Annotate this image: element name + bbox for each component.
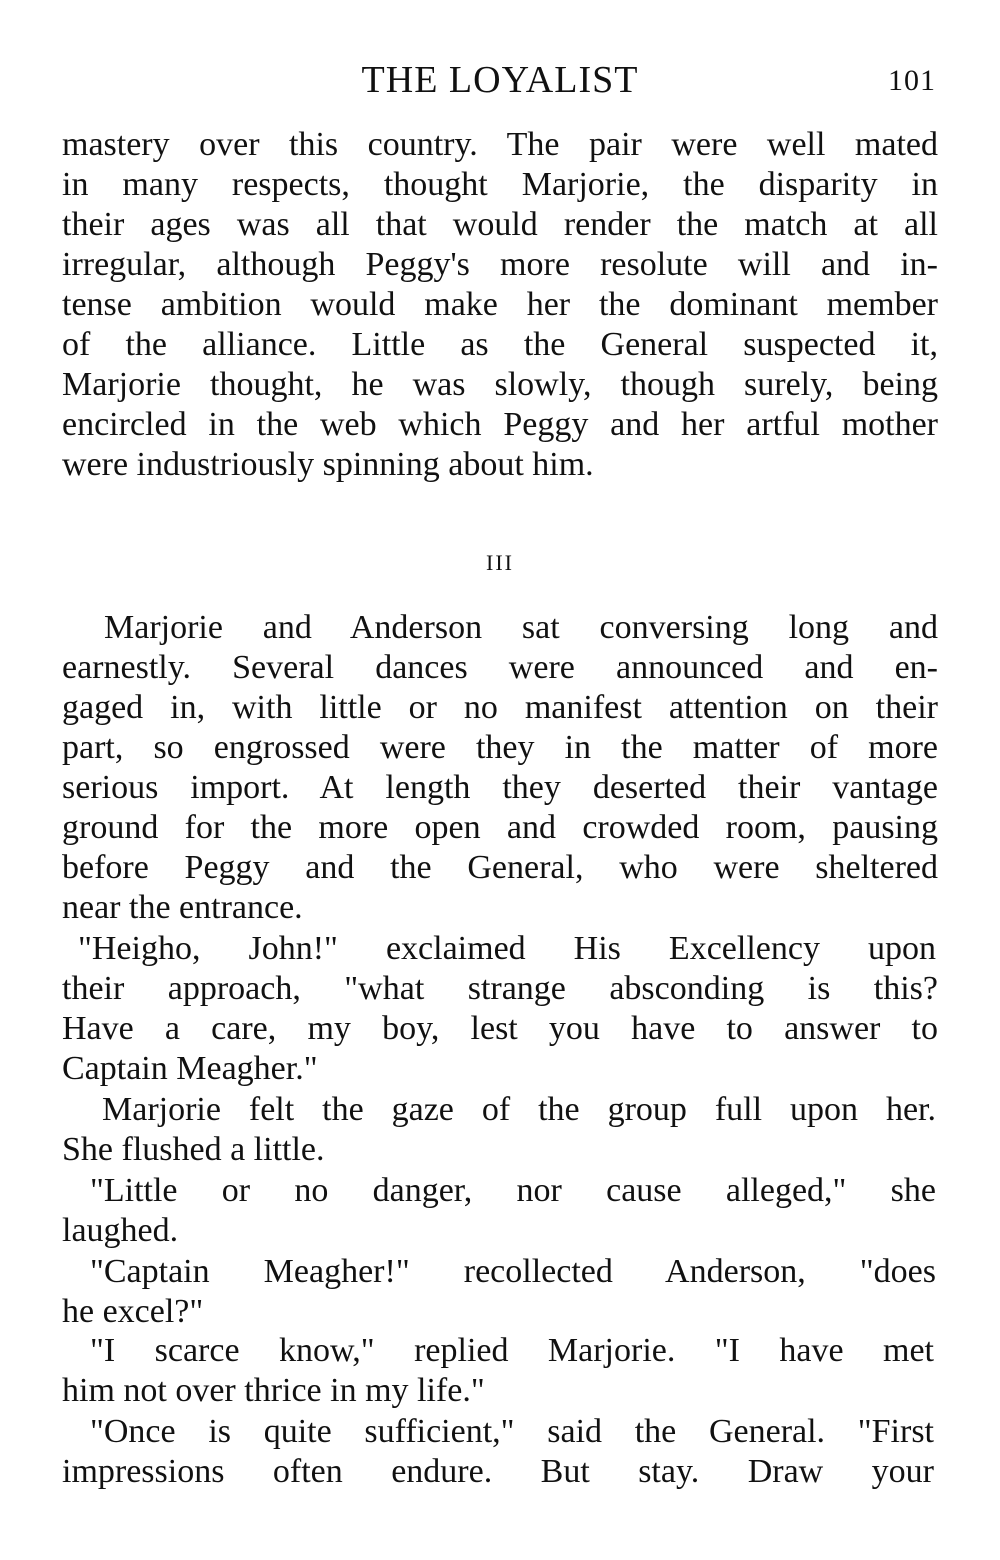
text-line: encircled in the web which Peggy and her artful mother <box>62 406 938 443</box>
text-line: "Once is quite sufficient," said the General. "First <box>90 1413 934 1450</box>
text-line: he excel?" <box>62 1293 204 1330</box>
text-line: Have a care, my boy, lest you have to answer to <box>62 1010 938 1047</box>
text-line: tense ambition would make her the dominant member <box>62 286 938 323</box>
text-line: gaged in, with little or no manifest attention on their <box>62 689 938 726</box>
text-line: in many respects, thought Marjorie, the disparity in <box>62 166 938 203</box>
text-line: impressions often endure. But stay. Draw your <box>62 1453 934 1490</box>
text-line: Captain Meagher." <box>62 1050 318 1087</box>
text-line: earnestly. Several dances were announced and en- <box>62 649 938 686</box>
text-line: "Captain Meagher!" recollected Anderson, "does <box>90 1253 936 1290</box>
text-line: serious import. At length they deserted their vantage <box>62 769 938 806</box>
text-line: Marjorie felt the gaze of the group full upon her. <box>102 1091 936 1128</box>
text-line: before Peggy and the General, who were sheltered <box>62 849 938 886</box>
text-line: "I scarce know," replied Marjorie. "I have met <box>90 1332 934 1369</box>
text-line: "Little or no danger, nor cause alleged," she <box>90 1172 936 1209</box>
text-line: Marjorie and Anderson sat conversing long and <box>104 609 938 646</box>
text-line: ground for the more open and crowded room, pausing <box>62 809 938 846</box>
running-title: THE LOYALIST <box>361 59 639 101</box>
text-line: their approach, "what strange absconding is this? <box>62 970 938 1007</box>
text-line: irregular, although Peggy's more resolute will and in- <box>62 246 938 283</box>
text-line: near the entrance. <box>62 889 303 926</box>
text-line: him not over thrice in my life." <box>62 1372 485 1409</box>
text-line: She flushed a little. <box>62 1131 325 1168</box>
text-line: were industriously spinning about him. <box>62 446 594 483</box>
text-line: their ages was all that would render the match at all <box>62 206 938 243</box>
page-number: 101 <box>888 64 936 97</box>
text-line: part, so engrossed were they in the matter of more <box>62 729 938 766</box>
text-line: "Heigho, John!" exclaimed His Excellency upon <box>78 930 936 967</box>
section-number: III <box>486 550 514 575</box>
text-line: Marjorie thought, he was slowly, though surely, being <box>62 366 938 403</box>
text-line: laughed. <box>62 1212 179 1249</box>
text-line: of the alliance. Little as the General suspected it, <box>62 326 938 363</box>
text-line: mastery over this country. The pair were well mated <box>62 126 938 163</box>
